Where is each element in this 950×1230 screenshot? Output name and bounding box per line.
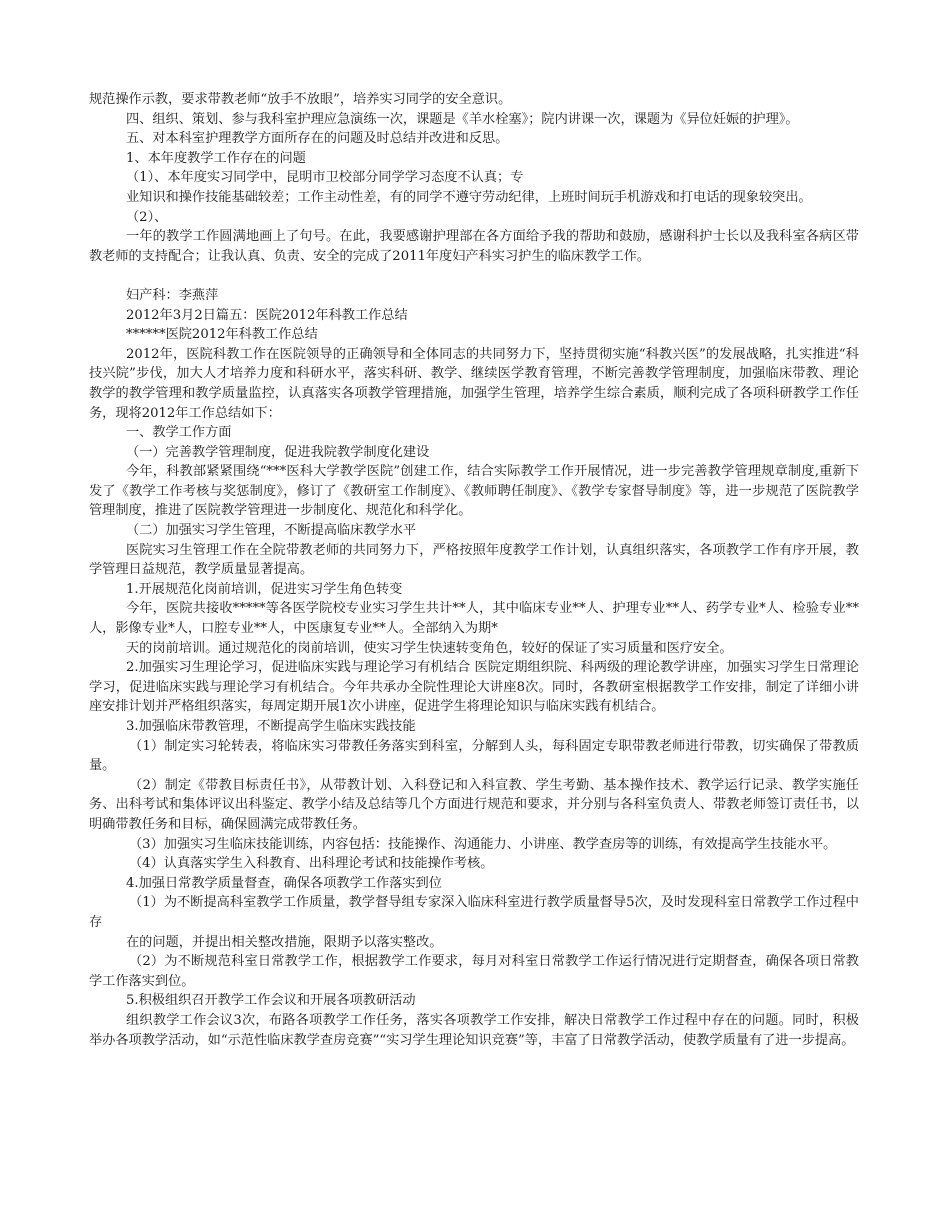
paragraph: 一、教学工作方面 bbox=[126, 425, 232, 441]
paragraph: （1）制定实习轮转表，将临床实习带教任务落实到科室，分解到人头，每科固定专职带教老师进行带教，切实确保了带教质量。 bbox=[89, 738, 859, 774]
paragraph: （2）为不断规范科室日常教学工作，根据教学工作要求，每月对科室日常教学工作运行情况进行定期督查，确保各项日常教学工作落实到位。 bbox=[89, 954, 859, 989]
paragraph: 业知识和操作技能基础较差；工作主动性差，有的同学不遵守劳动纪律，上班时间玩手机游戏和打电话的现象较突出。 bbox=[126, 189, 812, 205]
paragraph: 今年，医院共接收*****等各医学院校专业实习学生共计**人，其中临床专业**人、护理专业**人、药学专业*人、检验专业**人，影像专业*人，口腔专业**人，中医康复专业**人。全部纳入为期* bbox=[89, 601, 859, 637]
paragraph: （二）加强实习学生管理，不断提高临床教学水平 bbox=[126, 523, 417, 539]
document-page bbox=[89, 90, 859, 1050]
paragraph: 3.加强临床带教管理，不断提高学生临床实践技能 bbox=[126, 719, 416, 734]
paragraph: （3）加强实习生临床技能训练，内容包括：技能操作、沟通能力、小讲座、教学查房等的训练，有效提高学生技能水平。 bbox=[129, 836, 837, 852]
paragraph: （1）、本年度实习同学中，昆明市卫校部分同学学习态度不认真；专 bbox=[126, 170, 524, 186]
paragraph: 2012年，医院科教工作在医院领导的正确领导和全体同志的共同努力下，坚持贯彻实施“科教兴医”的发展战略，扎实推进“科技兴院”步伐，加大人才培养力度和科研水平，落实科研、教学、继续医学教育管理，不断完善教学管理制度，加强临床带教、理论教学的教学管理和教学质量监控，认真落实各项教学管理措施，加强学生管理，培养学生综合素质，顺利完成了各项科研教学工作任务，现将2012年工作总结如下： bbox=[89, 346, 859, 421]
paragraph: ******医院2012年科教工作总结 bbox=[126, 327, 318, 343]
paragraph: 天的岗前培训。通过规范化的岗前培训，使实习学生快速转变角色，较好的保证了实习质量和医疗安全。 bbox=[126, 640, 733, 656]
paragraph: 一年的教学工作圆满地画上了句号。在此，我要感谢护理部在各方面给予我的帮助和鼓励，感谢科护士长以及我科室各病区带教老师的支持配合；让我认真、负责、安全的完成了2011年度妇产科实习护生的临床教学工作。 bbox=[89, 229, 859, 264]
paragraph: 组织教学工作会议3次，布路各项教学工作任务，落实各项教学工作安排，解决日常教学工作过程中存在的问题。同时，积极举办各项教学活动，如“示范性临床教学查房竞赛”“实习学生理论知识竞赛”等，丰富了日常教学活动，使教学质量有了进一步提高。 bbox=[89, 1012, 859, 1048]
paragraph: （1）为不断提高科室教学工作质量，教学督导组专家深入临床科室进行教学质量督导5次，及时发现科室日常教学工作过程中存 bbox=[89, 895, 859, 930]
paragraph: 四、组织、策划、参与我科室护理应急演练一次，课题是《羊水栓塞》；院内讲课一次，课题为《异位妊娠的护理》。 bbox=[126, 111, 799, 127]
paragraph: 今年，科教部紧紧围绕“***医科大学教学医院”创建工作，结合实际教学工作开展情况，进一步完善教学管理规章制度,重新下发了《教学工作考核与奖惩制度》，修订了《教研室工作制度》、《教师聘任制度》、《教学专家督导制度》等，进一步规范了医院教学管理制度，推进了医院教学管理进一步制度化、规范化和科学化。 bbox=[89, 464, 859, 519]
paragraph: 规范操作示教，要求带教老师“放手不放眼”，培养实习同学的安全意识。 bbox=[89, 92, 512, 107]
paragraph: 医院实习生管理工作在全院带教老师的共同努力下，严格按照年度教学工作计划，认真组织落实，各项教学工作有序开展，教学管理日益规范，教学质量显著提高。 bbox=[89, 542, 859, 578]
paragraph: 五、对本科室护理教学方面所存在的问题及时总结并改进和反思。 bbox=[126, 131, 509, 147]
paragraph: 4.加强日常教学质量督查，确保各项教学工作落实到位 bbox=[126, 875, 442, 891]
paragraph: 1.开展规范化岗前培训，促进实习学生角色转变 bbox=[126, 581, 403, 597]
paragraph: （2）、 bbox=[126, 209, 168, 225]
paragraph: 2.加强实习生理论学习，促进临床实践与理论学习有机结合 医院定期组织院、科两级的理论教学讲座，加强实习学生日常理论学习，促进临床实践与理论学习有机结合。今年共承办全院性理论大讲座8次。同时，各教研室根据教学工作安排，制定了详细小讲座安排计划并严格组织落实，每周定期开展1次小讲座，促进学生将理论知识与临床实践有机结合。 bbox=[89, 660, 859, 715]
paragraph: （一）完善教学管理制度，促进我院教学制度化建设 bbox=[126, 444, 430, 460]
blank-line bbox=[89, 266, 859, 286]
paragraph: 2012年3月2日篇五：医院2012年科教工作总结 bbox=[126, 307, 408, 323]
paragraph: （4）认真落实学生入科教育、出科理论考试和技能操作考核。 bbox=[129, 856, 494, 872]
paragraph: 妇产科：李燕萍 bbox=[126, 287, 219, 303]
paragraph: （2）制定《带教目标责任书》，从带教计划、入科登记和入科宣教、学生考勤、基本操作技术、教学运行记录、教学实施任务、出科考试和集体评议出科鉴定、教学小结及总结等几个方面进行规范和要求，并分别与各科室负责人、带教老师签订责任书，以明确带教任务和目标，确保圆满完成带教任务。 bbox=[89, 777, 859, 832]
paragraph: 在的问题，并提出相关整改措施，限期予以落实整改。 bbox=[126, 934, 443, 950]
paragraph: 5.积极组织召开教学工作会议和开展各项教研活动 bbox=[126, 993, 416, 1009]
paragraph: 1、本年度教学工作存在的问题 bbox=[126, 150, 306, 166]
